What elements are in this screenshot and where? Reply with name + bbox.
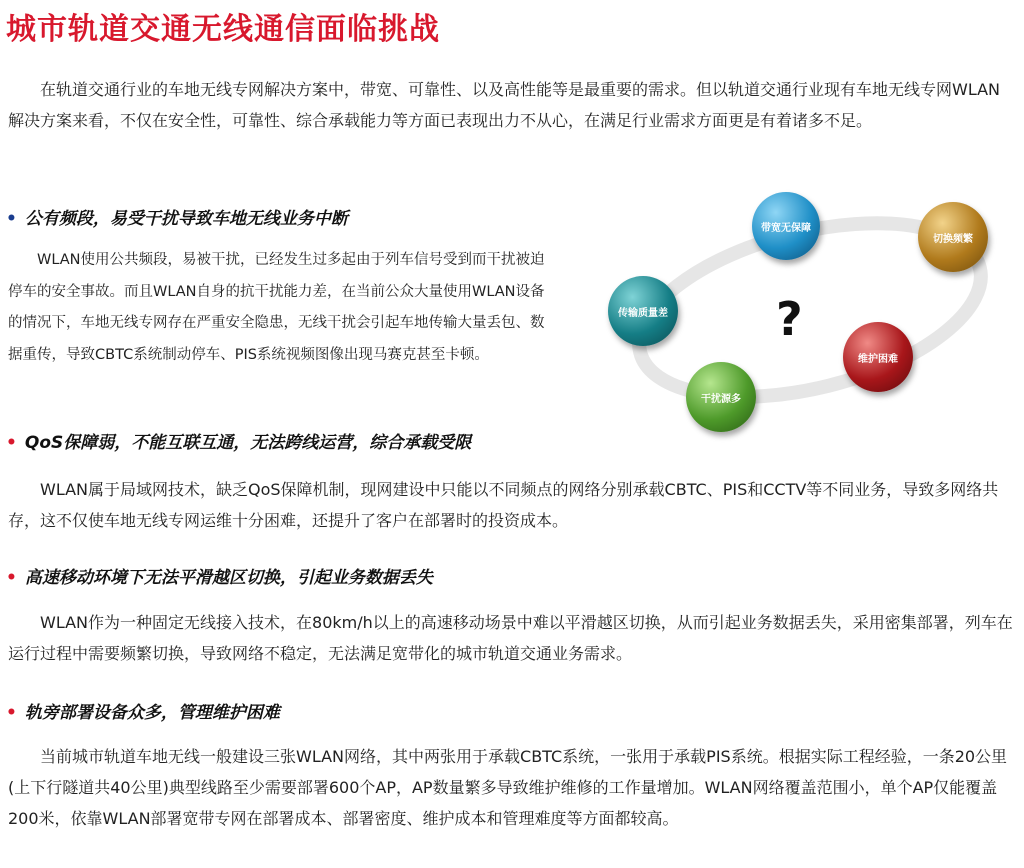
node-transmission-quality: 传输质量差 bbox=[608, 276, 678, 346]
section-heading-4 bbox=[6, 698, 280, 723]
section-body-3: WLAN作为一种固定无线接入技术，在80km/h以上的高速移动场景中难以平滑越区切换，从而引起业务数据丢失，采用密集部署，列车在运行过程中需要频繁切换，导致网络不稳定，无法满足宽带化的城市轨道交通业务需求。 bbox=[8, 613, 1013, 663]
bullet-icon: • bbox=[6, 433, 17, 453]
section-heading-2 bbox=[6, 428, 471, 453]
section-heading-3 bbox=[6, 563, 433, 588]
node-interference: 干扰源多 bbox=[686, 362, 756, 432]
section-heading-text: 高速移动环境下无法平滑越区切换，引起业务数据丢失 bbox=[24, 568, 433, 588]
node-bandwidth: 带宽无保障 bbox=[752, 192, 820, 260]
section-heading-text: 轨旁部署设备众多，管理维护困难 bbox=[24, 703, 280, 723]
section-body-4: 当前城市轨道车地无线一般建设三张WLAN网络，其中两张用于承载CBTC系统，一张用于承载PIS系统。根据实际工程经验，一条20公里(上下行隧道共40公里)典型线路至少需要部署600个AP，AP数量繁多导致维护维修的工作量增加。WLAN网络覆盖范围小，单个AP仅能覆盖200米，依靠WLAN部署宽带专网在部署成本、部署密度、维护成本和管理难度等方面都较高。 bbox=[8, 747, 1008, 828]
question-mark-icon: ? bbox=[776, 292, 803, 346]
section-heading-1 bbox=[6, 204, 348, 229]
section-body-2: WLAN属于局域网技术，缺乏QoS保障机制，现网建设中只能以不同频点的网络分别承载CBTC、PIS和CCTV等不同业务，导致多网络共存，这不仅使车地无线专网运维十分困难，还提升了客户在部署时的投资成本。 bbox=[8, 480, 999, 530]
page-title: 城市轨道交通无线通信面临挑战 bbox=[6, 12, 440, 47]
bullet-icon: • bbox=[6, 568, 17, 588]
intro-paragraph: 在轨道交通行业的车地无线专网解决方案中，带宽、可靠性、以及高性能等是最重要的需求。但以轨道交通行业现有车地无线专网WLAN解决方案来看，不仅在安全性，可靠性、综合承载能力等方面已表现出力不从心，在满足行业需求方面更是有着诸多不足。 bbox=[8, 80, 1001, 130]
bullet-icon: • bbox=[6, 703, 17, 723]
section-body-1: WLAN使用公共频段，易被干扰，已经发生过多起由于列车信号受到而干扰被迫停车的安全事故。而且WLAN自身的抗干扰能力差，在当前公众大量使用WLAN设备的情况下，车地无线专网存在严重安全隐患，无线干扰会引起车地传输大量丢包、数据重传，导致CBTC系统制动停车、PIS系统视频图像出现马赛克甚至卡顿。 bbox=[8, 252, 545, 363]
section-heading-text: QoS保障弱，不能互联互通，无法跨线运营，综合承载受限 bbox=[24, 433, 472, 453]
node-handover: 切换频繁 bbox=[918, 202, 988, 272]
challenge-diagram bbox=[600, 180, 1020, 440]
section-heading-text: 公有频段，易受干扰导致车地无线业务中断 bbox=[24, 209, 348, 229]
node-maintenance: 维护困难 bbox=[843, 322, 913, 392]
bullet-icon: • bbox=[6, 209, 17, 229]
